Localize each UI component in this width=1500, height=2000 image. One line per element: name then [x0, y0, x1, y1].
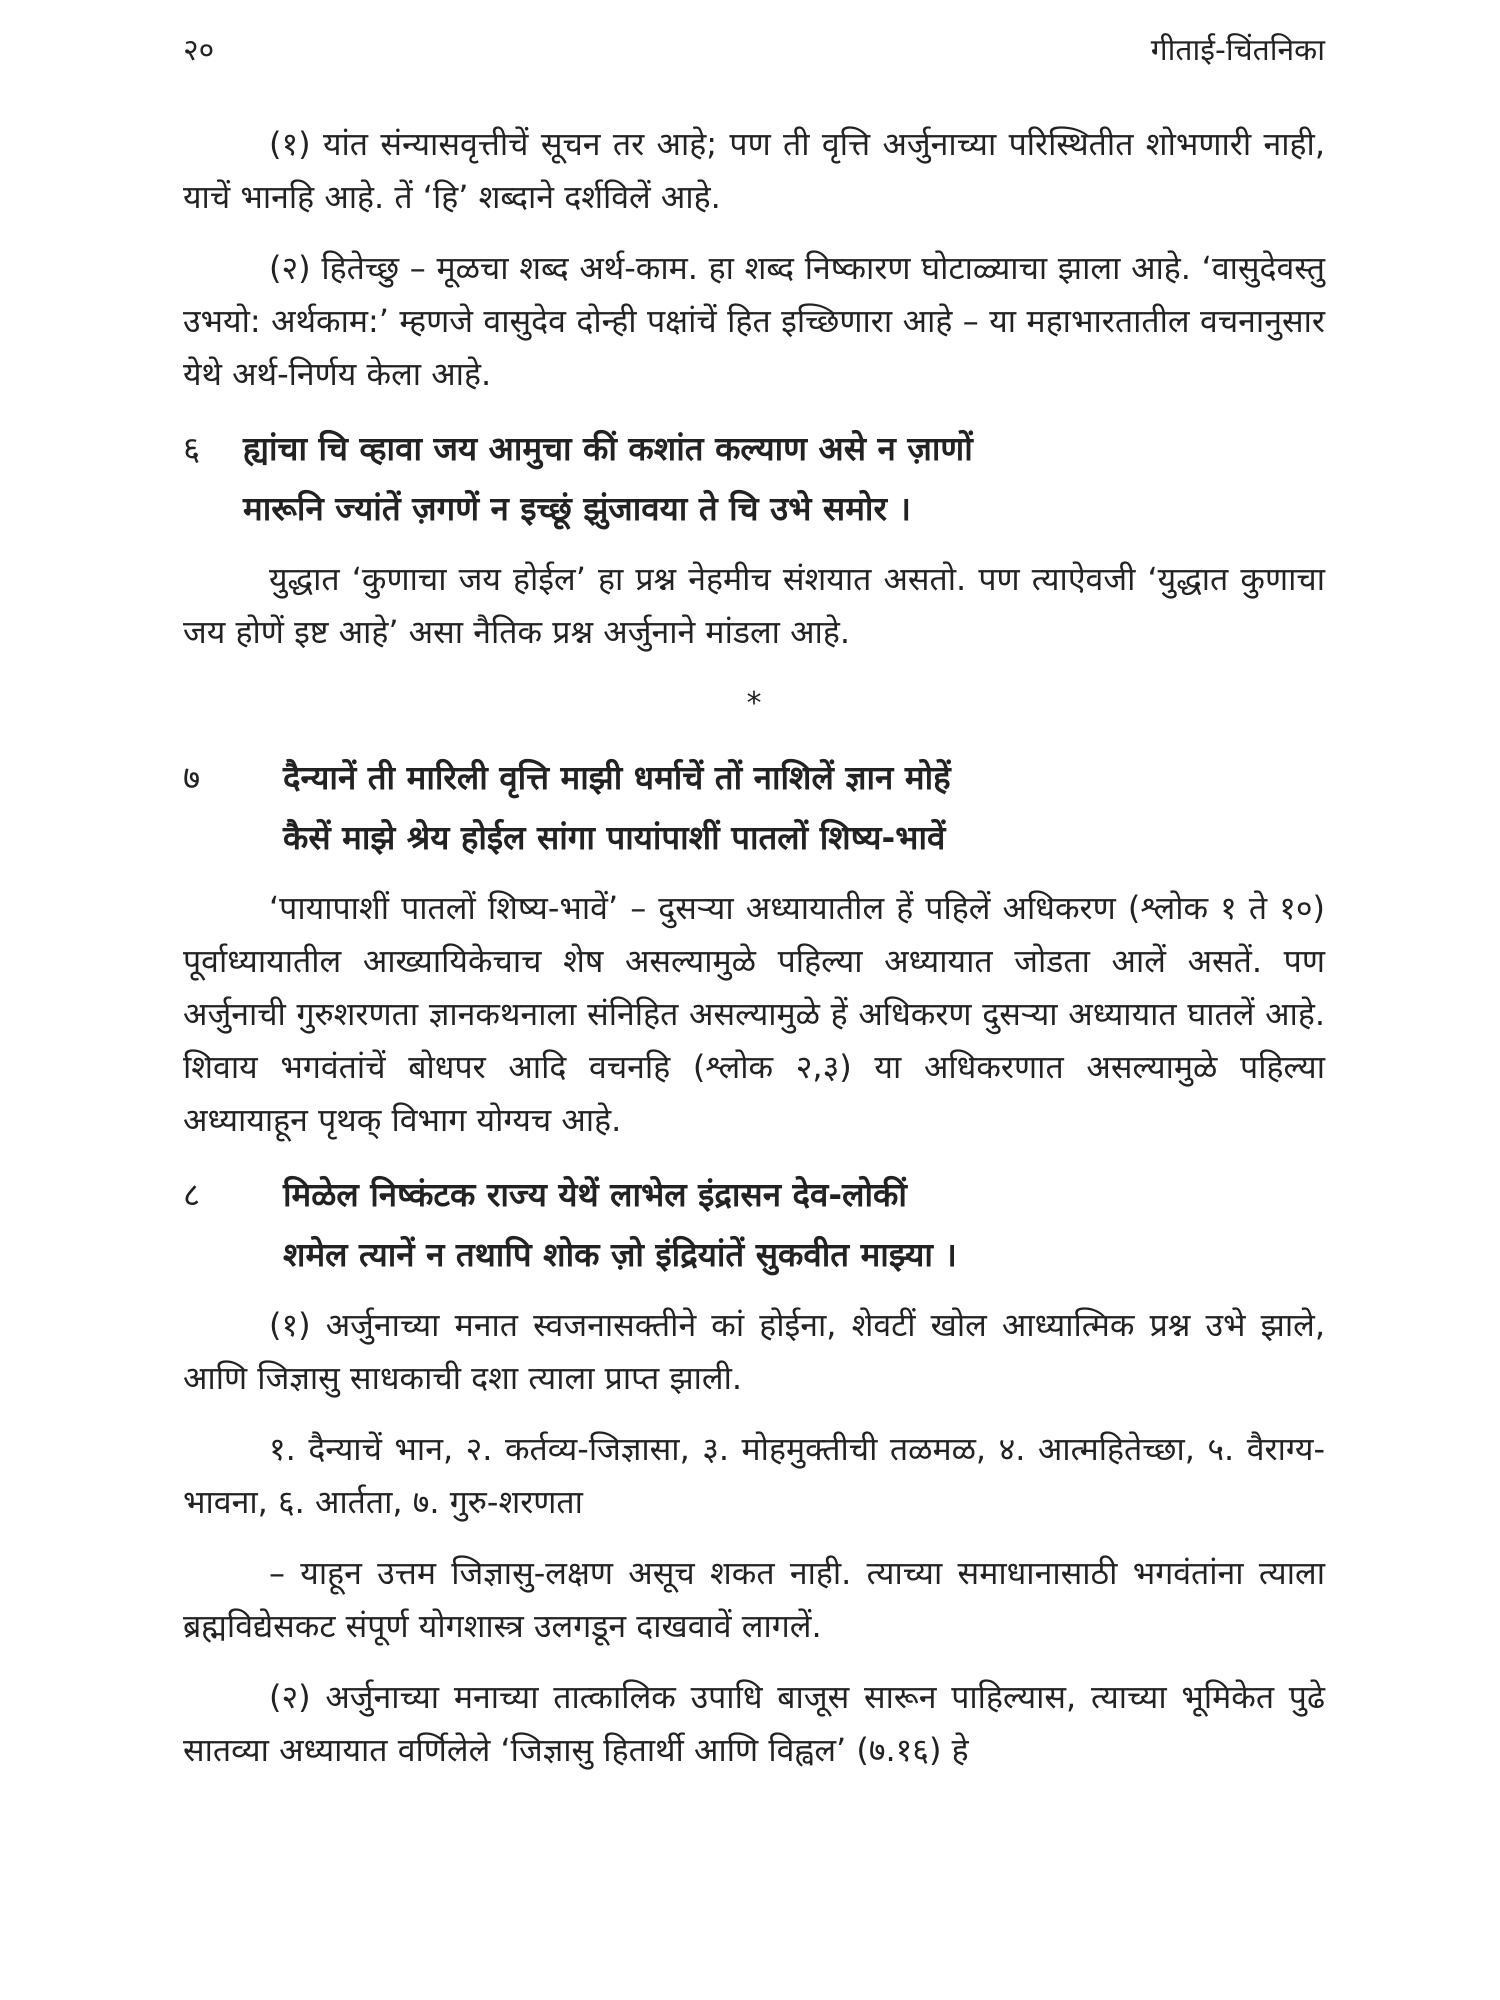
paragraph-2: (२) हितेच्छु – मूळचा शब्द अर्थ-काम. हा शब्द निष्कारण घोटाळ्याचा झाला आहे. ‘वासुदेवस्तु उभयो: अर्थकाम:’ म्हणजे वासुदेव दोन्ही पक्षांचें हित इच्छिणारा आहे – या महाभारतातील वचनानुसार येथे अर्थ-निर्णय केला आहे.: [183, 249, 1325, 393]
book-title: गीताई-चिंतनिका: [1150, 32, 1325, 68]
verse-8: [183, 1165, 1325, 1285]
verse-line: दैन्यानें ती मारिली वृत्ति माझी धर्माचें तों नाशिलें ज्ञान मोहें: [283, 758, 951, 797]
verse-line: शमेल त्यानें न तथापि शोक ज़ो इंद्रियांतें सुकवीत माझ्या ।: [283, 1235, 957, 1274]
verse-7: [183, 748, 1325, 868]
paragraph-1: (१) यांत संन्यासवृत्तीचें सूचन तर आहे; पण ती वृत्ति अर्जुनाच्या परिस्थितीत शोभणारी नाही, याचें भानहि आहे. तें ‘हि’ शब्दाने दर्शविलें आहे.: [183, 125, 1325, 216]
paragraph-5: (१) अर्जुनाच्या मनात स्वजनासक्तीने कां होईना, शेवटीं खोल आध्यात्मिक प्रश्न उभे झाले, आणि जिज्ञासु साधकाची दशा त्याला प्राप्त झाली.: [183, 1306, 1325, 1397]
page-number: २०: [183, 32, 215, 68]
verse-line: ह्यांचा चि व्हावा जय आमुचा कीं कशांत कल्याण असे न ज़ाणों: [243, 429, 973, 468]
paragraph-7: – याहून उत्तम जिज्ञासु-लक्षण असूच शकत नाही. त्याच्या समाधानासाठी भगवंतांना त्याला ब्रह्मविद्येसकट संपूर्ण योगशास्त्र उलगडून दाखवावें लागलें.: [183, 1554, 1325, 1645]
verse-number: ६: [183, 429, 201, 468]
verse-6: [183, 419, 1325, 539]
paragraph-3: युद्धात ‘कुणाचा जय होईल’ हा प्रश्न नेहमीच संशयात असतो. पण त्याऐवजी ‘युद्धात कुणाचा जय होणें इष्ट आहे’ असा नैतिक प्रश्न अर्जुनाने मांडला आहे.: [183, 560, 1325, 651]
paragraph-6: १. दैन्याचें भान, २. कर्तव्य-जिज्ञासा, ३. मोहमुक्तीची तळमळ, ४. आत्महितेच्छा, ५. वैराग्य-भावना, ६. आर्तता, ७. गुरु-शरणता: [183, 1430, 1325, 1521]
verse-line: मारूनि ज्यांतें ज़गणें न इच्छूं झुंजावया ते चि उभे समोर ।: [243, 489, 911, 528]
verse-line: कैसें माझे श्रेय होईल सांगा पायांपाशीं पातलों शिष्य-भावें: [283, 818, 946, 857]
page-body: [183, 118, 1325, 1795]
paragraph-4: ‘पायापाशीं पातलों शिष्य-भावें’ – दुसऱ्या अध्यायातील हें पहिलें अधिकरण (श्लोक १ ते १०) पूर्वाध्यायातील आख्यायिकेचाच शेष असल्यामुळे पहिल्या अध्यायात जोडता आलें असतें. पण अर्जुनाची गुरुशरणता ज्ञानकथनाला संनिहित असल्यामुळे हें अधिकरण दुसऱ्या अध्यायात घातलें आहे. शिवाय भगवंतांचें बोधपर आदि वचनहि (श्लोक २,३) या अधिकरणात असल्यामुळे पहिल्या अध्यायाहून पृथक् विभाग योग्यच आहे.: [183, 889, 1325, 1139]
page-header: [183, 26, 1325, 70]
verse-line: मिळेल निष्कंटक राज्य येथें लाभेल इंद्रासन देव-लोकीं: [283, 1175, 907, 1214]
verse-number: ७: [183, 758, 201, 797]
verse-number: ८: [183, 1175, 201, 1214]
paragraph-8: (२) अर्जुनाच्या मनाच्या तात्कालिक उपाधि बाजूस सारून पाहिल्यास, त्याच्या भूमिकेत पुढे सातव्या अध्यायात वर्णिलेले ‘जिज्ञासु हितार्थी आणि विह्वल’ (७.१६) हे: [183, 1678, 1325, 1769]
section-separator: *: [746, 686, 762, 721]
